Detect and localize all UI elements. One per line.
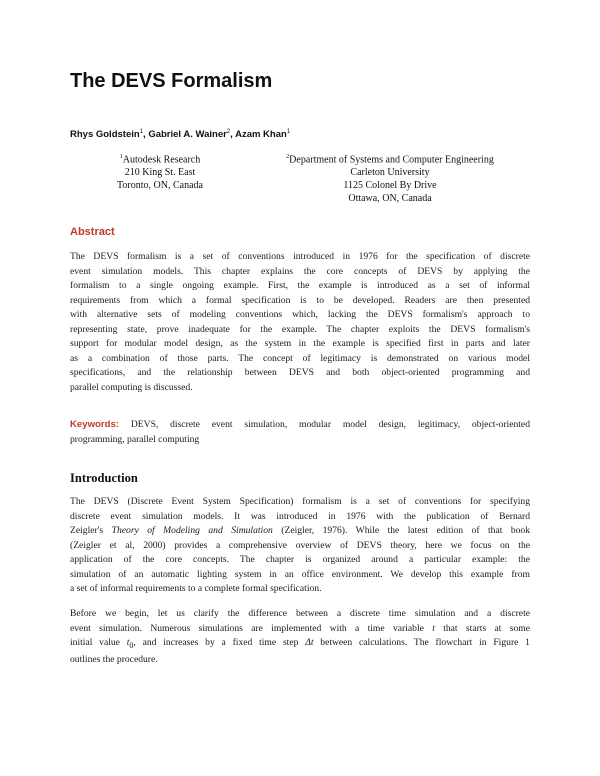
- math-variable: t: [432, 622, 435, 634]
- abstract-line: The DEVS formalism is a set of conventions introduced in 1976 for the specification of discrete: [70, 251, 530, 262]
- abstract-body: [70, 250, 530, 395]
- text-run: between calculations. The flowchart in Figure 1: [313, 637, 530, 648]
- abstract-line: with alternative sets of modeling conventions which, lacking the DEVS formalism's approach to: [70, 309, 530, 320]
- author-name: Rhys Goldstein: [70, 129, 140, 141]
- text-run: , and increases by a fixed time step: [133, 637, 306, 648]
- paragraph-line: simulation of an automatic lighting system in an office environment. We develop this example from: [70, 568, 530, 580]
- affiliation-line: Department of Systems and Computer Engineering: [289, 154, 494, 166]
- affiliation-line: Carleton University: [350, 167, 430, 179]
- keywords-label: Keywords:: [70, 419, 120, 430]
- introduction-heading: Introduction: [70, 471, 138, 485]
- paragraph-line: outlines the procedure.: [70, 654, 158, 666]
- author-list: Rhys Goldstein$^1$, Gabriel A. Wainer$^2$, Azam Khan$^1$: [70, 129, 291, 141]
- abstract-line: support for modular model design, as the system in the example is specified first in parts and later: [70, 338, 530, 349]
- abstract-line: parallel computing is discussed.: [70, 381, 193, 393]
- introduction-paragraph-2: [70, 607, 530, 668]
- abstract-heading: Abstract: [70, 226, 115, 238]
- text-run: Zeigler's: [70, 525, 112, 536]
- author-affiliation-mark: 1: [139, 129, 144, 135]
- author-affiliation-mark: 2: [226, 129, 231, 135]
- affiliation-line: Autodesk Research: [122, 154, 201, 166]
- author-name: Gabriel A. Wainer: [148, 129, 227, 141]
- affiliation-line: 1125 Colonel By Drive: [343, 180, 437, 192]
- abstract-line: specifications, and the relationship between DEVS and both object-oriented programming and: [70, 367, 530, 378]
- abstract-line: as a combination of those parts. The concept of legitimacy is demonstrated on various model: [70, 352, 530, 364]
- text-run: initial value: [70, 637, 127, 648]
- abstract-line: event simulation models. This chapter explains the core concepts of DEVS by applying the: [70, 265, 530, 277]
- math-variable: Δt: [305, 637, 314, 648]
- affiliation-line: 210 King St. East: [124, 167, 196, 179]
- abstract-line: representing state, prove inadequate for the example. The chapter exploits the DEVS formalism's: [70, 323, 530, 335]
- paragraph-line: application of the core concepts. The chapter is organized around a particular example: the: [70, 554, 530, 565]
- abstract-line: requirements from which a formal specification is to be developed. Readers are then presented: [70, 294, 530, 306]
- book-title: Theory of Modeling and Simulation: [111, 525, 273, 536]
- affiliation-line: Toronto, ON, Canada: [117, 180, 203, 192]
- paragraph-line: [70, 524, 530, 539]
- math-subscript: 0: [129, 640, 134, 650]
- author-name: Azam Khan: [235, 129, 287, 141]
- text-run: event simulation. Numerous simulations are implemented with a time variable: [70, 622, 433, 634]
- affiliation-line: Ottawa, ON, Canada: [348, 193, 432, 205]
- affiliation-mark: 2: [286, 154, 290, 160]
- keywords-list-cont: programming, parallel computing: [70, 433, 200, 445]
- paragraph-line: discrete event simulation models. It was introduced in 1976 with the publication of Bernard: [70, 510, 530, 522]
- introduction-paragraph-1: [70, 495, 530, 597]
- paragraph-line: Before we begin, let us clarify the difference between a discrete time simulation and a discrete: [70, 608, 530, 619]
- affiliation-block-2: [270, 151, 510, 205]
- author-affiliation-mark: 1: [286, 129, 291, 135]
- text-run: (Zeigler, 1976). While the latest edition of that book: [272, 525, 530, 536]
- math-variable: t: [126, 637, 130, 648]
- affiliation-block-1: [100, 151, 220, 192]
- paragraph-line: (Zeigler et al, 2000) provides a comprehensive overview of DEVS theory, here we focus on the: [70, 539, 530, 551]
- paper-title: The DEVS Formalism: [70, 70, 273, 92]
- paragraph-line: a set of informal requirements to a complete formal specification.: [70, 583, 322, 594]
- keywords-list: DEVS, discrete event simulation, modular model design, legitimacy, object-oriented: [130, 419, 530, 430]
- keywords-block: [70, 418, 530, 447]
- text-run: that starts at some: [434, 622, 530, 634]
- paragraph-line: [70, 622, 530, 637]
- paragraph-line: The DEVS (Discrete Event System Specification) formalism is a set of conventions for specifying: [70, 496, 530, 507]
- affiliation-mark: 1: [119, 154, 123, 160]
- paragraph-line: [70, 636, 530, 653]
- abstract-line: formalism to a single ongoing example. First, the example is introduced as a set of informal: [70, 280, 530, 291]
